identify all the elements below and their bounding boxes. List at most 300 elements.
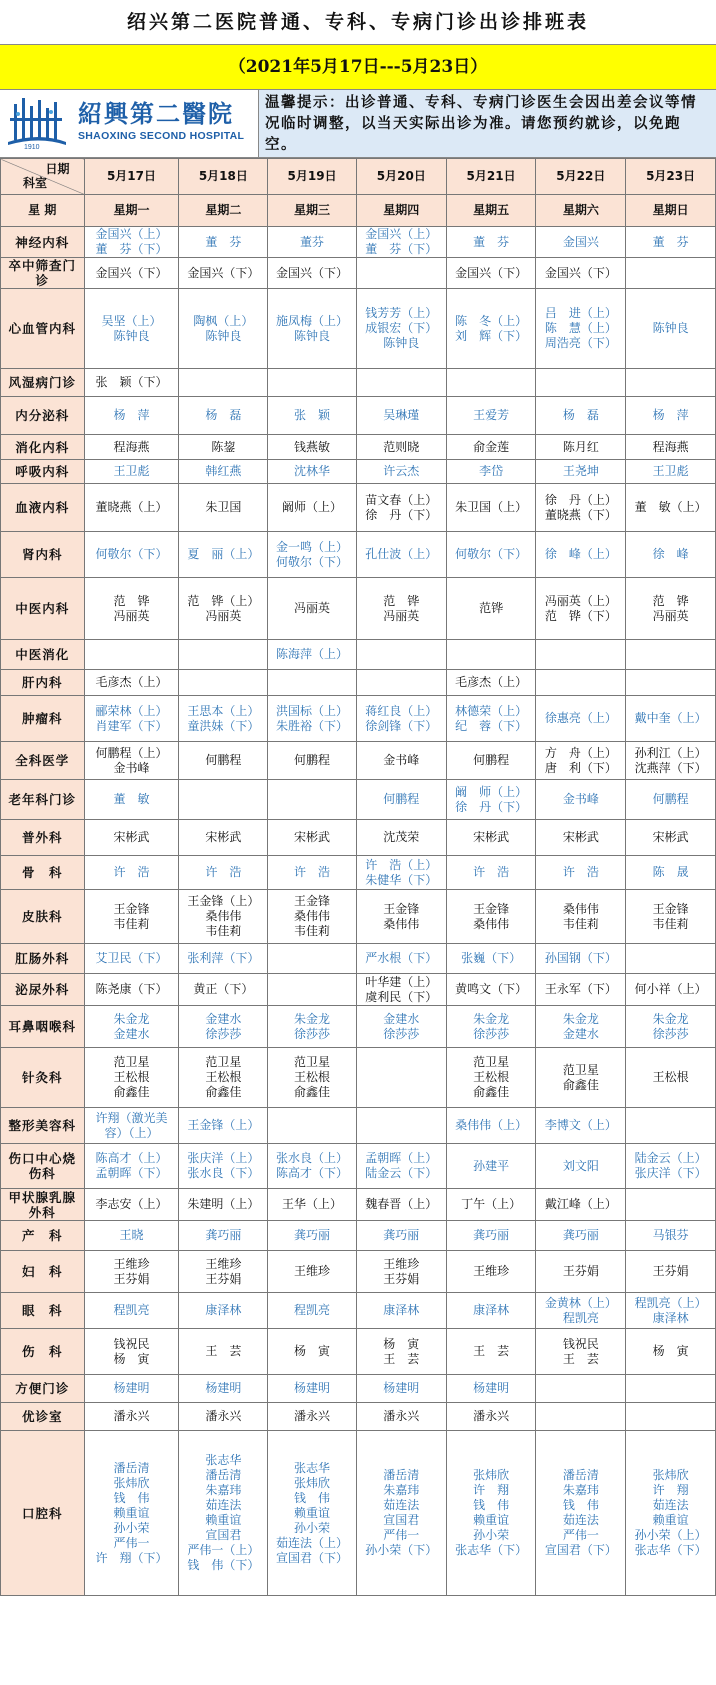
cell-text: 戴江峰（上） — [544, 1197, 617, 1211]
doctor-cell — [268, 1293, 357, 1329]
doctor-cell — [268, 820, 357, 856]
department-name: 肿瘤科 — [1, 696, 85, 742]
doctor-cell — [536, 696, 626, 742]
doctor-cell — [356, 1221, 446, 1251]
cell-text: 孙利江（上） — [634, 745, 707, 760]
doctor-cell — [179, 532, 268, 578]
cell-text: 金建水 — [113, 1026, 150, 1041]
doctor-cell — [84, 742, 179, 780]
cell-text: 王晓 — [119, 1228, 144, 1242]
doctor-cell — [356, 974, 446, 1006]
cell-text: 范 铧 — [383, 593, 420, 608]
cell-text: 许 翔（下） — [95, 1550, 168, 1565]
cell-text: 孙国钢（下） — [544, 951, 617, 965]
cell-text: 杨 寅 — [113, 1351, 150, 1366]
cell-text: 许翔（激光美 — [95, 1110, 168, 1125]
header-weekday-row — [1, 195, 716, 227]
cell-text: 马银芬 — [652, 1228, 689, 1242]
cell-text: 潘岳清 — [205, 1468, 242, 1482]
cell-text: 孟朝晖（上） — [365, 1151, 438, 1165]
department-name: 神经内科 — [1, 227, 85, 258]
doctor-cell — [626, 780, 716, 820]
cell-text: 王金锋（上） — [187, 1118, 260, 1132]
doctor-cell — [536, 1403, 626, 1431]
cell-text: 张志华 — [205, 1453, 242, 1467]
doctor-cell — [356, 1403, 446, 1431]
doctor-cell — [536, 1251, 626, 1293]
doctor-cell — [84, 258, 179, 289]
cell-text: 杨 寅 — [383, 1336, 420, 1351]
doctor-cell — [626, 974, 716, 1006]
cell-text: 徐 峰 — [652, 547, 689, 561]
cell-text: 陈钟良 — [294, 328, 331, 343]
doctor-cell — [446, 696, 536, 742]
cell-text: 刘 辉（下） — [455, 328, 528, 343]
doctor-cell — [268, 435, 357, 460]
doctor-cell — [446, 289, 536, 369]
cell-text: 范卫星 — [113, 1055, 150, 1069]
doctor-cell — [536, 1431, 626, 1596]
cell-text: 宋彬武 — [473, 830, 510, 844]
cell-text: 何鹏程 — [383, 792, 420, 806]
schedule-row — [1, 944, 716, 974]
cell-text: 王维珍 — [383, 1256, 420, 1271]
doctor-cell — [536, 460, 626, 484]
cell-text: 冯丽英 — [383, 608, 420, 623]
cell-text: 韩红燕 — [205, 464, 242, 478]
doctor-cell — [179, 397, 268, 435]
doctor-cell — [268, 1251, 357, 1293]
department-name: 肾内科 — [1, 532, 85, 578]
cell-text: 赖重谊 — [205, 1513, 242, 1527]
cell-text: 王芬娟 — [205, 1271, 242, 1286]
cell-text: 张 颖 — [294, 408, 331, 422]
cell-text: 范卫星 — [205, 1055, 242, 1069]
doctor-cell — [536, 670, 626, 696]
cell-text: 俞鑫佳 — [294, 1085, 331, 1099]
cell-text: 毛彦杰（上） — [455, 675, 528, 689]
cell-text: 钱 伟（下） — [187, 1558, 260, 1572]
doctor-cell — [626, 1221, 716, 1251]
cell-text: 王金锋 — [652, 901, 689, 916]
cell-text: 何鹏程 — [294, 753, 331, 767]
date-header: 5月21日 — [446, 159, 536, 195]
cell-text: 茹连法 — [652, 1498, 689, 1512]
doctor-cell — [626, 369, 716, 397]
cell-text: 王华（上） — [282, 1197, 343, 1211]
cell-text: 董晓燕（下） — [544, 507, 617, 522]
doctor-cell — [536, 1293, 626, 1329]
cell-text: 戴中奎（上） — [634, 711, 707, 725]
cell-text: 金黄林（上） — [544, 1295, 617, 1310]
doctor-cell — [268, 1431, 357, 1596]
doctor-cell — [626, 227, 716, 258]
cell-text: 茹连法 — [562, 1513, 599, 1527]
doctor-cell — [626, 1108, 716, 1144]
cell-text: 严伟一 — [562, 1528, 599, 1542]
doctor-cell — [536, 1144, 626, 1189]
cell-text: 容）（上） — [104, 1125, 159, 1140]
doctor-cell — [536, 974, 626, 1006]
doctor-cell — [268, 289, 357, 369]
department-name: 口腔科 — [1, 1431, 85, 1596]
schedule-row — [1, 890, 716, 944]
cell-text: 孙小荣 — [294, 1520, 331, 1535]
cell-text: 王 芸 — [562, 1351, 599, 1366]
cell-text: 王永军（下） — [544, 982, 617, 996]
doctor-cell — [536, 944, 626, 974]
cell-text: 金国兴 — [562, 234, 599, 249]
cell-text: 董芬 — [300, 234, 325, 249]
department-name: 骨 科 — [1, 856, 85, 890]
cell-text: 潘永兴 — [113, 1409, 150, 1423]
cell-text: 金国兴（下） — [455, 265, 528, 280]
cell-text: 宣国君（下） — [544, 1543, 617, 1557]
doctor-cell — [626, 1048, 716, 1108]
cell-text: 俞鑫佳 — [473, 1085, 510, 1099]
doctor-cell — [626, 640, 716, 670]
cell-text: 钱 伟 — [473, 1498, 510, 1512]
cell-text: 金建水 — [562, 1026, 599, 1041]
cell-text: 金书峰 — [383, 753, 420, 767]
doctor-cell — [626, 890, 716, 944]
cell-text: 吕 进（上） — [544, 306, 617, 320]
doctor-cell — [536, 742, 626, 780]
doctor-cell — [84, 1006, 179, 1048]
cell-text: 孔仕波（上） — [365, 547, 438, 561]
schedule-row — [1, 532, 716, 578]
doctor-cell — [179, 1431, 268, 1596]
cell-text: 张炜欣 — [652, 1468, 689, 1482]
cell-text: 蒋红良（上） — [365, 703, 438, 718]
doctor-cell — [446, 944, 536, 974]
doctor-cell — [179, 1006, 268, 1048]
cell-text: 王尧坤 — [562, 464, 599, 478]
doctor-cell — [179, 1251, 268, 1293]
cell-text: 张庆洋（上） — [187, 1151, 260, 1165]
cell-text: 王金锋 — [473, 901, 510, 916]
cell-text: 陈 晟 — [652, 865, 689, 879]
cell-text: 韦佳莉 — [562, 916, 599, 931]
cell-text: 朱金龙 — [294, 1011, 331, 1026]
date-header: 5月20日 — [356, 159, 446, 195]
cell-text: 宋彬武 — [652, 830, 689, 844]
cell-text: 潘永兴 — [205, 1409, 242, 1423]
cell-text: 潘岳清 — [383, 1468, 420, 1482]
doctor-cell — [356, 1048, 446, 1108]
doctor-cell — [179, 1403, 268, 1431]
doctor-cell — [536, 856, 626, 890]
schedule-row — [1, 227, 716, 258]
schedule-row — [1, 974, 716, 1006]
doctor-cell — [626, 742, 716, 780]
doctor-cell — [268, 670, 357, 696]
doctor-cell — [179, 974, 268, 1006]
cell-text: 沈林华 — [294, 464, 331, 478]
cell-text: 冯丽英 — [294, 601, 331, 615]
cell-text: 王芬娟 — [383, 1271, 420, 1286]
doctor-cell — [356, 369, 446, 397]
doctor-cell — [626, 1293, 716, 1329]
cell-text: 何敬尔（下） — [95, 547, 168, 561]
doctor-cell — [446, 397, 536, 435]
cell-text: 许 浩 — [205, 865, 242, 879]
doctor-cell — [446, 1189, 536, 1221]
doctor-cell — [446, 780, 536, 820]
cell-text: 艾卫民（下） — [95, 951, 168, 965]
doctor-cell — [179, 890, 268, 944]
cell-text: 朱健华（下） — [365, 872, 438, 887]
department-name: 肝内科 — [1, 670, 85, 696]
cell-text: 王维珍 — [205, 1256, 242, 1271]
doctor-cell — [626, 1189, 716, 1221]
doctor-cell — [626, 578, 716, 640]
hospital-name-cn: 紹興第二醫院 — [78, 99, 234, 128]
corner-cell — [1, 159, 85, 195]
cell-text: 许 浩 — [562, 865, 599, 879]
doctor-cell — [446, 227, 536, 258]
cell-text: 丁午（上） — [461, 1197, 522, 1211]
corner-dept-label: 科室 — [23, 176, 48, 190]
cell-text: 王松根 — [294, 1070, 331, 1084]
doctor-cell — [536, 227, 626, 258]
department-name: 产 科 — [1, 1221, 85, 1251]
department-name: 心血管内科 — [1, 289, 85, 369]
weekday-header: 星期二 — [179, 195, 268, 227]
department-name: 皮肤科 — [1, 890, 85, 944]
doctor-cell — [536, 820, 626, 856]
doctor-cell — [179, 258, 268, 289]
department-name: 中医内科 — [1, 578, 85, 640]
doctor-cell — [268, 944, 357, 974]
cell-text: 杨 磊 — [562, 408, 599, 422]
cell-text: 陶枫（上） — [193, 313, 254, 328]
date-header: 5月18日 — [179, 159, 268, 195]
doctor-cell — [84, 1221, 179, 1251]
cell-text: 周浩亮（下） — [544, 336, 617, 350]
doctor-cell — [268, 227, 357, 258]
cell-text: 康泽林 — [383, 1303, 420, 1317]
doctor-cell — [179, 742, 268, 780]
cell-text: 许云杰 — [383, 464, 420, 478]
doctor-cell — [179, 1375, 268, 1403]
cell-text: 张水良（上） — [276, 1151, 349, 1165]
cell-text: 徐 峰（上） — [544, 547, 617, 561]
page-title: 绍兴第二医院普通、专科、专病门诊出诊排班表 — [0, 0, 716, 45]
doctor-cell — [84, 974, 179, 1006]
header-date-row — [1, 159, 716, 195]
weekday-label: 星 期 — [1, 195, 85, 227]
doctor-cell — [268, 1189, 357, 1221]
schedule-row — [1, 258, 716, 289]
cell-text: 王芬娟 — [562, 1264, 599, 1278]
doctor-cell — [446, 856, 536, 890]
cell-text: 桑伟伟 — [205, 909, 242, 923]
doctor-cell — [268, 1329, 357, 1375]
cell-text: 王 芸 — [205, 1344, 242, 1358]
notice-text: 温馨提示：出诊普通、专科、专病门诊医生会因出差会议等情况临时调整，以当天实际出诊为准。请您预约就诊，以免跑空。 — [259, 90, 716, 157]
cell-text: 钱 伟 — [294, 1490, 331, 1505]
cell-text: 桑伟伟 — [294, 909, 331, 923]
doctor-cell — [356, 1144, 446, 1189]
cell-text: 桑伟伟（上） — [455, 1118, 528, 1132]
date-header: 5月19日 — [268, 159, 357, 195]
schedule-row — [1, 369, 716, 397]
doctor-cell — [446, 820, 536, 856]
doctor-cell — [536, 258, 626, 289]
cell-text: 宣国君 — [205, 1528, 242, 1542]
cell-text: 徐 丹（下） — [455, 799, 528, 814]
cell-text: 宋彬武 — [205, 830, 242, 844]
cell-text: 朱卫国（上） — [455, 500, 528, 514]
cell-text: 虞利民（下） — [365, 989, 438, 1004]
doctor-cell — [626, 696, 716, 742]
cell-text: 杨 寅 — [652, 1344, 689, 1358]
schedule-row — [1, 1293, 716, 1329]
doctor-cell — [268, 532, 357, 578]
cell-text: 张庆洋（下） — [634, 1166, 707, 1180]
cell-text: 俞金莲 — [473, 439, 510, 454]
cell-text: 茹连法（上） — [276, 1535, 349, 1550]
cell-text: 杨建明 — [294, 1381, 331, 1395]
cell-text: 潘岳清 — [113, 1460, 150, 1475]
cell-text: 范铧 — [479, 601, 504, 615]
cell-text: 陈钟良 — [113, 328, 150, 343]
department-name: 全科医学 — [1, 742, 85, 780]
cell-text: 龚巧丽 — [383, 1228, 420, 1242]
department-name: 眼 科 — [1, 1293, 85, 1329]
cell-text: 董晓燕（上） — [95, 500, 168, 514]
schedule-row — [1, 289, 716, 369]
doctor-cell — [446, 1006, 536, 1048]
weekday-header: 星期四 — [356, 195, 446, 227]
doctor-cell — [84, 696, 179, 742]
doctor-cell — [268, 640, 357, 670]
cell-text: 杨建明 — [473, 1381, 510, 1395]
doctor-cell — [179, 578, 268, 640]
cell-text: 毛彦杰（上） — [95, 675, 168, 689]
cell-text: 张志华 — [294, 1460, 331, 1475]
cell-text: 何敬尔（下） — [455, 547, 528, 561]
doctor-cell — [268, 696, 357, 742]
doctor-cell — [356, 696, 446, 742]
cell-text: 徐莎莎 — [294, 1026, 331, 1041]
doctor-cell — [356, 1189, 446, 1221]
doctor-cell — [84, 484, 179, 532]
doctor-cell — [179, 1144, 268, 1189]
schedule-row — [1, 1221, 716, 1251]
cell-text: 许 浩（上） — [365, 857, 438, 872]
doctor-cell — [356, 944, 446, 974]
cell-text: 杨 萍 — [113, 408, 150, 422]
cell-text: 董 芬 — [473, 234, 510, 249]
doctor-cell — [626, 1144, 716, 1189]
doctor-cell — [84, 1431, 179, 1596]
department-name: 风湿病门诊 — [1, 369, 85, 397]
doctor-cell — [84, 435, 179, 460]
doctor-cell — [268, 890, 357, 944]
department-name: 针灸科 — [1, 1048, 85, 1108]
doctor-cell — [446, 670, 536, 696]
doctor-cell — [179, 1108, 268, 1144]
cell-text: 张利萍（下） — [187, 951, 260, 965]
doctor-cell — [84, 890, 179, 944]
cell-text: 杨建明 — [383, 1381, 420, 1395]
cell-text: 王芬娟 — [652, 1264, 689, 1278]
doctor-cell — [536, 1108, 626, 1144]
doctor-cell — [84, 460, 179, 484]
doctor-cell — [446, 532, 536, 578]
cell-text: 何小祥（上） — [634, 982, 707, 996]
cell-text: 程凯亮（上） — [634, 1295, 707, 1310]
doctor-cell — [268, 1403, 357, 1431]
cell-text: 徐莎莎 — [383, 1026, 420, 1041]
cell-text: 徐剑锋（下） — [365, 718, 438, 733]
cell-text: 陆金云（上） — [634, 1151, 707, 1165]
department-name: 卒中筛查门诊 — [1, 258, 85, 289]
cell-text: 康泽林 — [473, 1303, 510, 1317]
doctor-cell — [626, 1431, 716, 1596]
doctor-cell — [536, 1048, 626, 1108]
doctor-cell — [446, 258, 536, 289]
doctor-cell — [536, 435, 626, 460]
cell-text: 宋彬武 — [294, 830, 331, 844]
doctor-cell — [356, 856, 446, 890]
doctor-cell — [536, 1189, 626, 1221]
doctor-cell — [84, 369, 179, 397]
cell-text: 朱金龙 — [473, 1011, 510, 1026]
cell-text: 董 芬 — [652, 234, 689, 249]
cell-text: 宣国君 — [383, 1513, 420, 1527]
cell-text: 王松根 — [113, 1070, 150, 1084]
doctor-cell — [356, 890, 446, 944]
weekday-header: 星期三 — [268, 195, 357, 227]
cell-text: 金书峰 — [562, 792, 599, 806]
department-name: 老年科门诊 — [1, 780, 85, 820]
doctor-cell — [626, 397, 716, 435]
doctor-cell — [626, 820, 716, 856]
cell-text: 陈钟良 — [652, 321, 689, 335]
cell-text: 王维珍 — [294, 1264, 331, 1278]
cell-text: 桑伟伟 — [562, 901, 599, 916]
doctor-cell — [356, 1251, 446, 1293]
cell-text: 冯丽英 — [205, 608, 242, 623]
doctor-cell — [446, 974, 536, 1006]
cell-text: 程凯亮 — [294, 1303, 331, 1317]
doctor-cell — [626, 258, 716, 289]
doctor-cell — [179, 944, 268, 974]
cell-text: 钱 伟 — [562, 1498, 599, 1512]
doctor-cell — [536, 578, 626, 640]
doctor-cell — [179, 856, 268, 890]
doctor-cell — [179, 460, 268, 484]
schedule-row — [1, 1189, 716, 1221]
doctor-cell — [626, 1375, 716, 1403]
doctor-cell — [179, 696, 268, 742]
cell-text: 徐 丹（上） — [544, 492, 617, 507]
doctor-cell — [84, 856, 179, 890]
weekday-header: 星期一 — [84, 195, 179, 227]
weekday-header: 星期日 — [626, 195, 716, 227]
doctor-cell — [446, 1221, 536, 1251]
date-header: 5月23日 — [626, 159, 716, 195]
cell-text: 钱 伟 — [113, 1490, 150, 1505]
schedule-row — [1, 640, 716, 670]
cell-text: 徐惠亮（上） — [544, 711, 617, 725]
cell-text: 孙小荣（上） — [634, 1528, 707, 1542]
department-name: 甲状腺乳腺外科 — [1, 1189, 85, 1221]
cell-text: 黄鸣文（下） — [455, 982, 528, 996]
